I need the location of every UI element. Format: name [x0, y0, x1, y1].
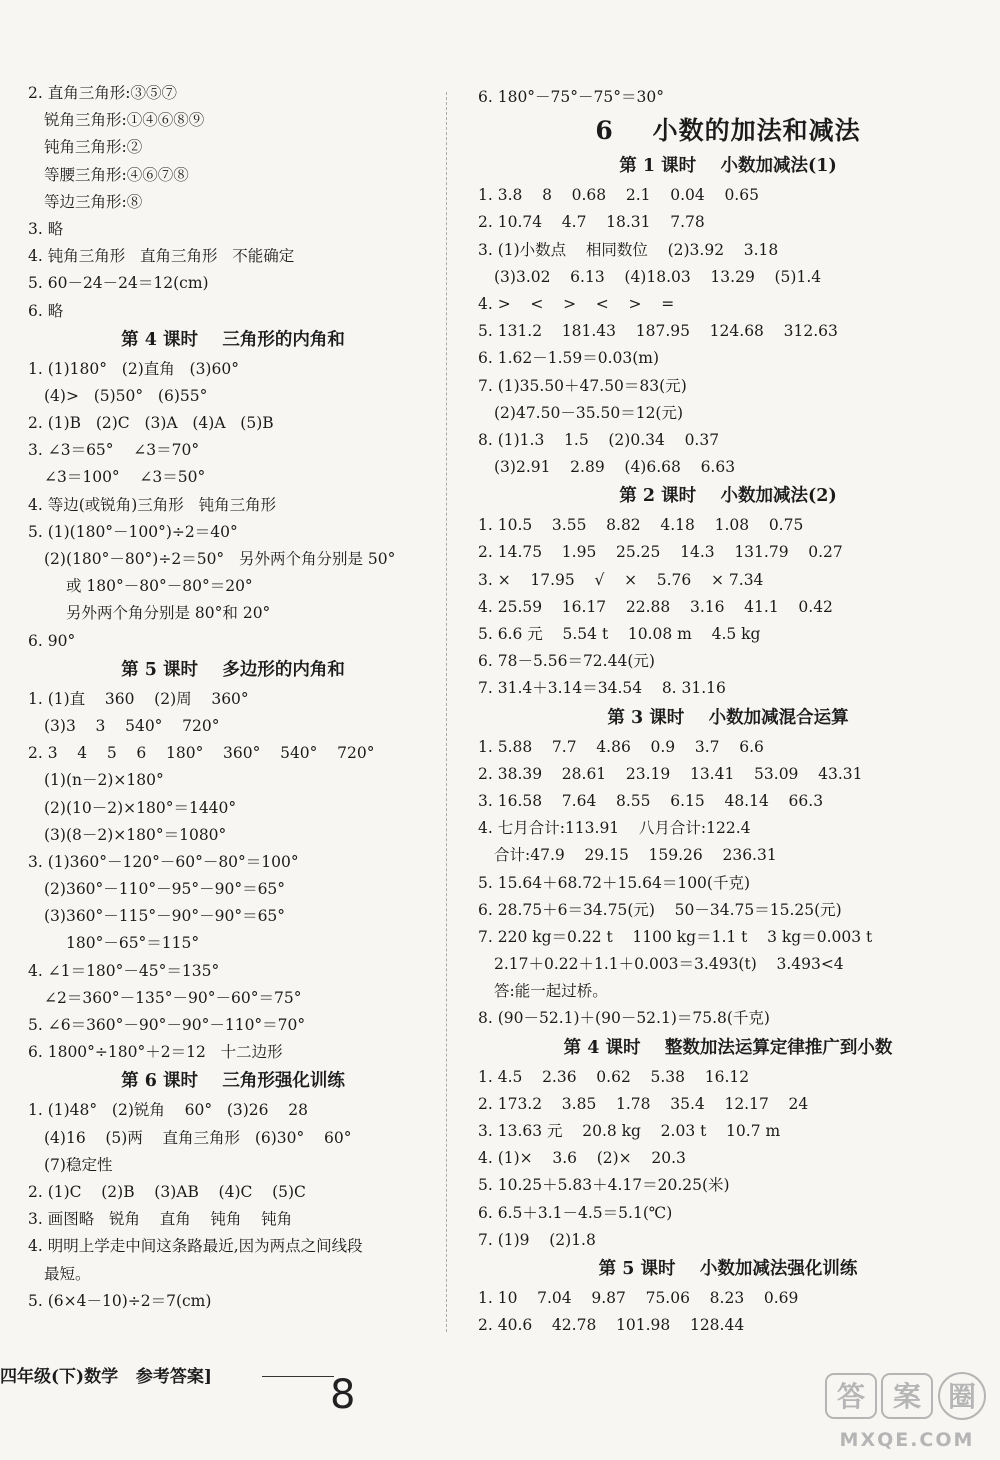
answer-line: 1. 5.88 7.7 4.86 0.9 3.7 6.6: [478, 737, 764, 756]
answer-line: 2. (1)B (2)C (3)A (4)A (5)B: [28, 414, 274, 433]
left-column: [28, 80, 438, 1315]
answer-line: 7. 220 kg＝0.22 t 1100 kg＝1.1 t 3 kg＝0.003 t: [478, 927, 873, 946]
answer-line: 2. (1)C (2)B (3)AB (4)C (5)C: [28, 1182, 306, 1201]
answer-line: 4. 七月合计:113.91 八月合计:122.4: [478, 819, 751, 838]
answer-line: (3)3.02 6.13 (4)18.03 13.29 (5)1.4: [494, 267, 822, 286]
answer-line: 答:能一起过桥。: [494, 982, 608, 1001]
section-heading: 第 1 课时 小数加减法(1): [619, 156, 837, 177]
answer-line: 钝角三角形:②: [44, 138, 143, 157]
answer-line: 3. 画图略 锐角 直角 钝角 钝角: [28, 1210, 293, 1229]
answer-line: 1. 3.8 8 0.68 2.1 0.04 0.65: [478, 186, 759, 205]
answer-line: (3)360°－115°－90°－90°＝65°: [44, 907, 286, 926]
answer-line: 1. (1)48° (2)锐角 60° (3)26 28: [28, 1101, 308, 1120]
answer-line: 4. (1)× 3.6 (2)× 20.3: [478, 1149, 686, 1168]
page-number: 8: [330, 1372, 356, 1418]
answer-line: (7)稳定性: [44, 1155, 113, 1174]
answer-line: 3. 13.63 元 20.8 kg 2.03 t 10.7 m: [478, 1122, 781, 1140]
section-heading: 第 6 课时 三角形强化训练: [121, 1071, 345, 1092]
answer-line: 2. 直角三角形:③⑤⑦: [28, 84, 177, 102]
chapter-title: 6 小数的加法和减法: [595, 116, 861, 146]
section-heading: 第 5 课时 多边形的内角和: [121, 659, 345, 680]
answer-line: 3. × 17.95 √ × 5.76 × 7.34: [478, 570, 764, 589]
answer-line: 等腰三角形:④⑥⑦⑧: [44, 165, 189, 184]
answer-line: 7. (1)9 (2)1.8: [478, 1230, 596, 1249]
answer-line: 2. 40.6 42.78 101.98 128.44: [478, 1316, 745, 1335]
answer-line: (2)(180°－80°)÷2＝50° 另外两个角分别是 50°: [44, 550, 396, 568]
answer-line: 6. 180°－75°－75°＝30°: [478, 88, 664, 106]
answer-line: 6. 78－5.56＝72.44(元): [478, 652, 655, 671]
answer-line: (4)> (5)50° (6)55°: [44, 386, 208, 405]
answer-line: 8. (1)1.3 1.5 (2)0.34 0.37: [478, 430, 720, 449]
right-column: [478, 84, 978, 1339]
answer-line: (2)360°－110°－95°－90°＝65°: [44, 880, 286, 899]
answer-line: 6. 1.62－1.59＝0.03(m): [478, 349, 660, 368]
answer-line: 锐角三角形:①④⑥⑧⑨: [44, 111, 205, 130]
answer-line: 最短。: [44, 1264, 91, 1283]
svg-text:圈: 圈: [947, 1380, 977, 1413]
answer-line: 4. 钝角三角形 直角三角形 不能确定: [28, 247, 295, 266]
answer-line: 4. ∠1＝180°－45°＝135°: [28, 961, 220, 980]
answer-line: 7. (1)35.50＋47.50＝83(元): [478, 376, 687, 395]
footer-rule: [262, 1376, 334, 1377]
answer-line: 1. (1)直 360 (2)周 360°: [28, 689, 249, 708]
answer-line: 6. 28.75＋6＝34.75(元) 50－34.75＝15.25(元): [478, 900, 842, 919]
answer-line: 180°－65°＝115°: [66, 934, 200, 953]
answer-line: 3. 16.58 7.64 8.55 6.15 48.14 66.3: [478, 791, 824, 810]
answer-line: (3)3 3 540° 720°: [44, 716, 220, 735]
column-divider: [446, 92, 447, 1332]
section-heading: 第 3 课时 小数加减混合运算: [607, 707, 849, 728]
answer-line: 1. 10 7.04 9.87 75.06 8.23 0.69: [478, 1288, 799, 1307]
answer-line: (1)(n－2)×180°: [44, 771, 164, 790]
answer-line: 3. ∠3＝65° ∠3＝70°: [28, 441, 200, 460]
answer-line: 2.17＋0.22＋1.1＋0.003＝3.493(t) 3.493<4: [494, 955, 844, 974]
section-heading: 第 4 课时 整数加法运算定律推广到小数: [563, 1037, 893, 1058]
answer-line: 合计:47.9 29.15 159.26 236.31: [494, 846, 777, 865]
answer-line: ∠2＝360°－135°－90°－60°＝75°: [44, 988, 302, 1007]
answer-line: (3)(8－2)×180°＝1080°: [44, 825, 227, 844]
answer-line: 6. 90°: [28, 631, 76, 650]
svg-text:MXQE.COM: MXQE.COM: [839, 1429, 975, 1451]
answer-line: (4)16 (5)两 直角三角形 (6)30° 60°: [44, 1128, 352, 1147]
answer-line: 3. 略: [28, 219, 64, 238]
answer-line: 2. 3 4 5 6 180° 360° 540° 720°: [28, 744, 375, 763]
answer-line: 2. 10.74 4.7 18.31 7.78: [478, 213, 705, 232]
answer-line: ∠3＝100° ∠3＝50°: [44, 468, 206, 487]
answer-line: 1. (1)180° (2)直角 (3)60°: [28, 359, 239, 378]
answer-line: 7. 31.4＋3.14＝34.54 8. 31.16: [478, 679, 726, 698]
svg-text:答: 答: [836, 1380, 866, 1413]
answer-line: 5. 15.64＋68.72＋15.64＝100(千克): [478, 873, 751, 892]
answer-line: 3. (1)小数点 相同数位 (2)3.92 3.18: [478, 240, 779, 259]
watermark-logo: [822, 1370, 992, 1452]
answer-line: 2. 14.75 1.95 25.25 14.3 131.79 0.27: [478, 543, 843, 562]
answer-line: 1. 10.5 3.55 8.82 4.18 1.08 0.75: [478, 516, 804, 535]
answer-line: 或 180°－80°－80°＝20°: [66, 577, 253, 596]
section-heading: 第 5 课时 小数加减法强化训练: [598, 1258, 858, 1279]
answer-line: 5. 6.6 元 5.54 t 10.08 m 4.5 kg: [478, 625, 761, 643]
answer-line: 4. 等边(或锐角)三角形 钝角三角形: [28, 495, 277, 514]
answer-line: 8. (90－52.1)＋(90－52.1)＝75.8(千克): [478, 1009, 770, 1028]
answer-line: 5. 10.25＋5.83＋4.17＝20.25(米): [478, 1176, 730, 1195]
answer-line: 4. > < > < > =: [478, 294, 675, 313]
answer-line: 3. (1)360°－120°－60°－80°＝100°: [28, 852, 299, 871]
answer-line: 6. 略: [28, 301, 64, 320]
answer-line: 等边三角形:⑧: [44, 192, 143, 211]
answer-line: 5. ∠6＝360°－90°－90°－110°＝70°: [28, 1016, 306, 1034]
answer-line: 2. 173.2 3.85 1.78 35.4 12.17 24: [478, 1094, 809, 1113]
section-heading: 第 2 课时 小数加减法(2): [619, 486, 837, 507]
answer-line: 另外两个角分别是 80°和 20°: [66, 604, 271, 623]
answer-line: 6. 1800°÷180°＋2＝12 十二边形: [28, 1043, 283, 1062]
answer-line: 5. (1)(180°－100°)÷2＝40°: [28, 522, 238, 541]
answer-line: 4. 明明上学走中间这条路最近,因为两点之间线段: [28, 1237, 363, 1256]
answer-line: 5. 60－24－24＝12(cm): [28, 274, 209, 293]
answer-line: 5. 131.2 181.43 187.95 124.68 312.63: [478, 322, 838, 341]
section-heading: 第 4 课时 三角形的内角和: [121, 329, 345, 350]
answer-line: 4. 25.59 16.17 22.88 3.16 41.1 0.42: [478, 597, 833, 616]
answer-line: (2)47.50－35.50＝12(元): [494, 403, 684, 422]
answer-line: 1. 4.5 2.36 0.62 5.38 16.12: [478, 1067, 750, 1086]
answer-line: 5. (6×4－10)÷2＝7(cm): [28, 1291, 212, 1310]
answer-line: (2)(10－2)×180°＝1440°: [44, 798, 237, 817]
svg-text:案: 案: [892, 1380, 922, 1413]
answer-line: 2. 38.39 28.61 23.19 13.41 53.09 43.31: [478, 764, 863, 783]
answer-line: (3)2.91 2.89 (4)6.68 6.63: [494, 458, 736, 477]
answer-line: 6. 6.5＋3.1－4.5＝5.1(℃): [478, 1203, 673, 1222]
footer-label: 四年级(下)数学 参考答案]: [0, 1367, 212, 1387]
